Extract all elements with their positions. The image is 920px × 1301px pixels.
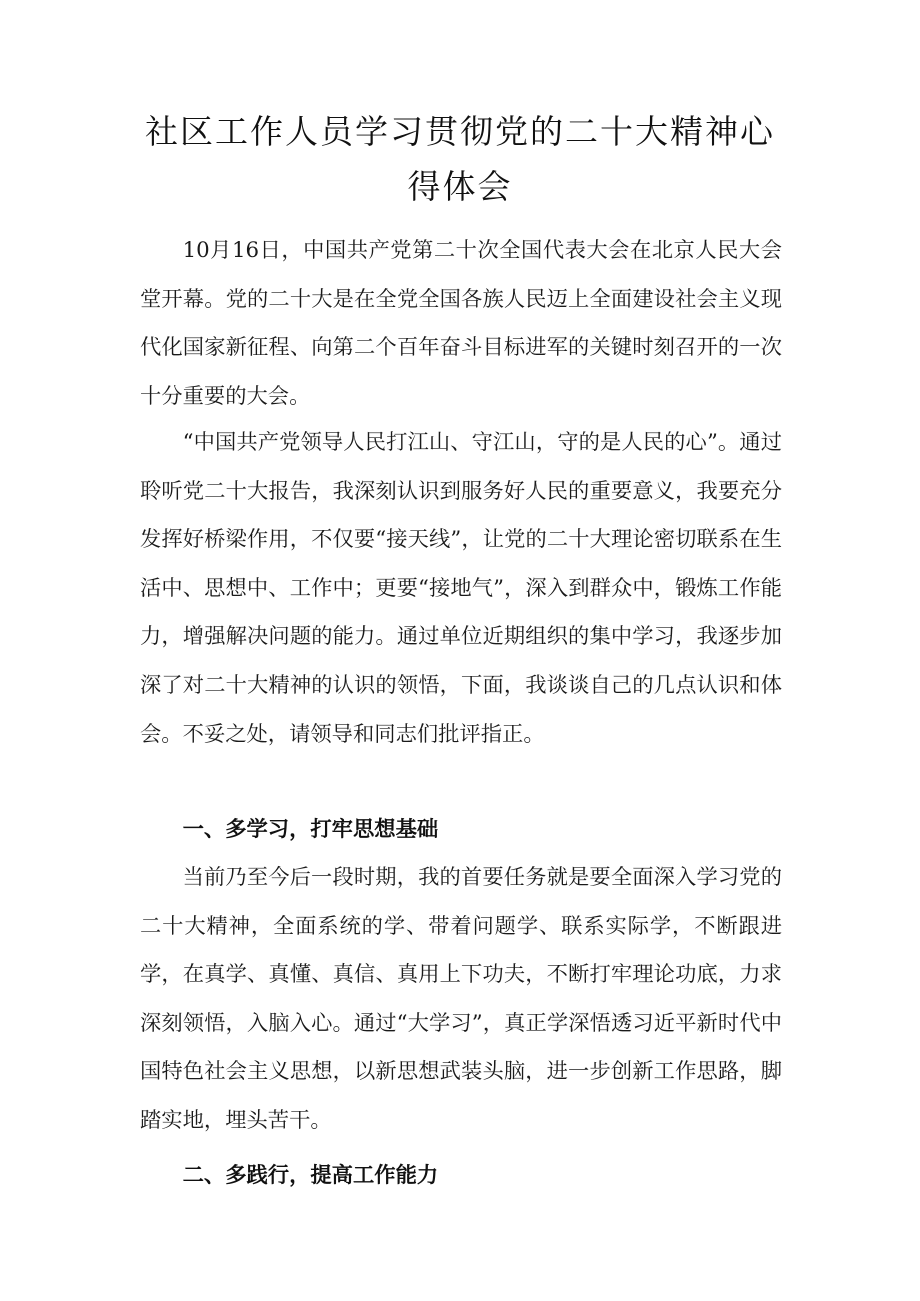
section-heading-practice: 二、多践行，提高工作能力 — [182, 1163, 439, 1188]
document-title: 社区工作人员学习贯彻党的二十大精神心得体会 — [145, 112, 775, 206]
paragraph-study: 当前乃至今后一段时期，我的首要任务就是要全面深入学习党的二十大精神，全面系统的学、带着问题学、联系实际学，不断跟进学，在真学、真懂、真信、真用上下功夫，不断打牢理论功底，力求深刻领悟，入脑入心。通过“大学习”，真正学深悟透习近平新时代中国特色社会主义思想，以新思想武装头脑，进一步创新工作思路，脚踏实地，埋头苦干。 — [140, 865, 782, 1133]
paragraph-reflection: “中国共产党领导人民打江山、守江山，守的是人民的心”。通过聆听党二十大报告，我深刻认识到服务好人民的重要意义，我要充分发挥好桥梁作用，不仅要“接天线”，让党的二十大理论密切联系在生活中、思想中、工作中；更要“接地气”，深入到群众中，锻炼工作能力，增强解决问题的能力。通过单位近期组织的集中学习，我逐步加深了对二十大精神的认识的领悟，下面，我谈谈自己的几点认识和体会。不妥之处，请领导和同志们批评指正。 — [140, 430, 782, 747]
section-heading-study: 一、多学习，打牢思想基础 — [182, 817, 439, 842]
paragraph-opening: 10月16日，中国共产党第二十次全国代表大会在北京人民大会堂开幕。党的二十大是在全党全国各族人民迈上全面建设社会主义现代化国家新征程、向第二个百年奋斗目标进军的关键时刻召开的一次十分重要的大会。 — [140, 238, 782, 409]
